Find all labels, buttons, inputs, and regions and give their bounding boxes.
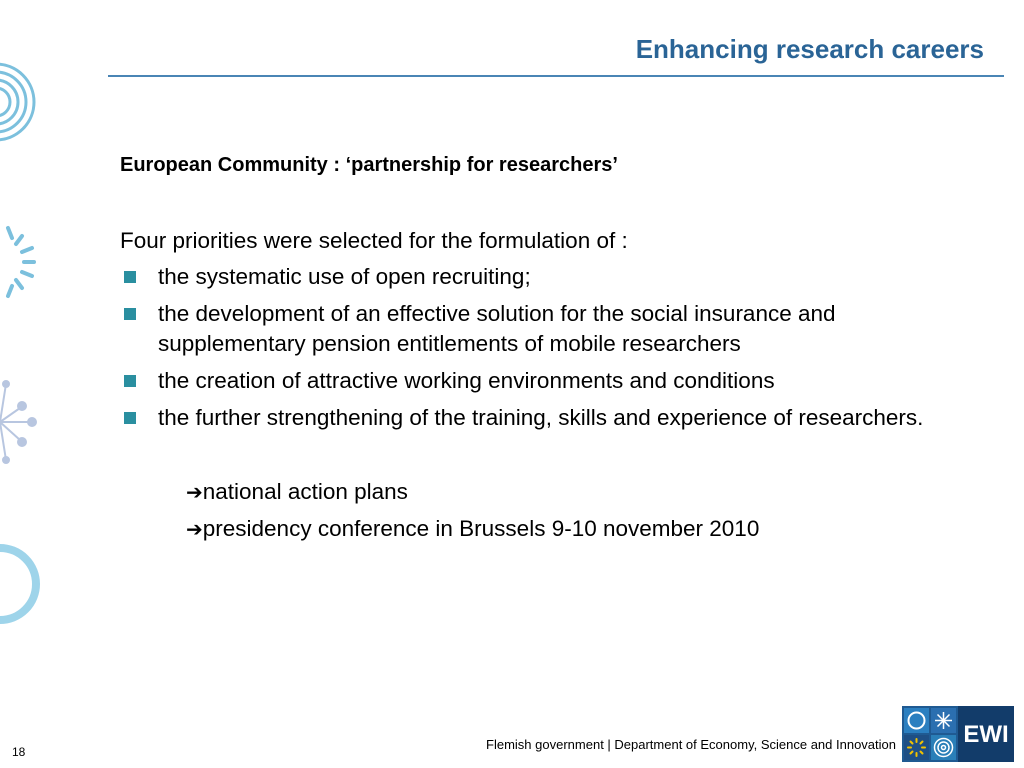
square-bullet-icon [124, 308, 136, 320]
outcome-item [186, 477, 960, 507]
list-item-text: the development of an effective solution for the social insurance and supplementary pension entitlements of mobile researchers [158, 301, 836, 356]
decorative-side-graphics [0, 50, 48, 640]
arrow-right-icon: ➔ [186, 480, 203, 504]
logo-text: EWI [963, 721, 1009, 748]
sunburst-icon [8, 228, 34, 296]
network-node-icon [0, 381, 36, 463]
concentric-rings-icon [0, 64, 34, 140]
outcome-text: national action plans [202, 479, 408, 504]
ewi-logo [902, 706, 1014, 762]
list-item-text: the systematic use of open recruiting; [158, 264, 531, 289]
square-bullet-icon [124, 375, 136, 387]
arc-icon [0, 548, 36, 620]
outcome-text: presidency conference in Brussels 9-10 november 2010 [202, 516, 760, 541]
list-item [120, 299, 960, 359]
outcome-item [186, 514, 960, 544]
title-divider [108, 75, 1004, 77]
list-item [120, 403, 960, 433]
footer-text: Flemish government | Department of Economy, Science and Innovation [486, 737, 896, 752]
list-item-text: the further strengthening of the training, skills and experience of researchers. [158, 405, 924, 430]
slide-title: Enhancing research careers [635, 34, 984, 64]
arrow-right-icon: ➔ [186, 517, 203, 541]
slide-content [120, 150, 960, 551]
list-item [120, 262, 960, 292]
outcome-list [120, 477, 960, 544]
subheading: European Community : ‘partnership for researchers’ [120, 154, 618, 176]
intro-text: Four priorities were selected for the formulation of : [120, 228, 628, 253]
priority-list [120, 262, 960, 433]
list-item [120, 366, 960, 396]
list-item-text: the creation of attractive working environments and conditions [158, 368, 775, 393]
square-bullet-icon [124, 412, 136, 424]
page-number: 18 [12, 745, 26, 759]
square-bullet-icon [124, 271, 136, 283]
